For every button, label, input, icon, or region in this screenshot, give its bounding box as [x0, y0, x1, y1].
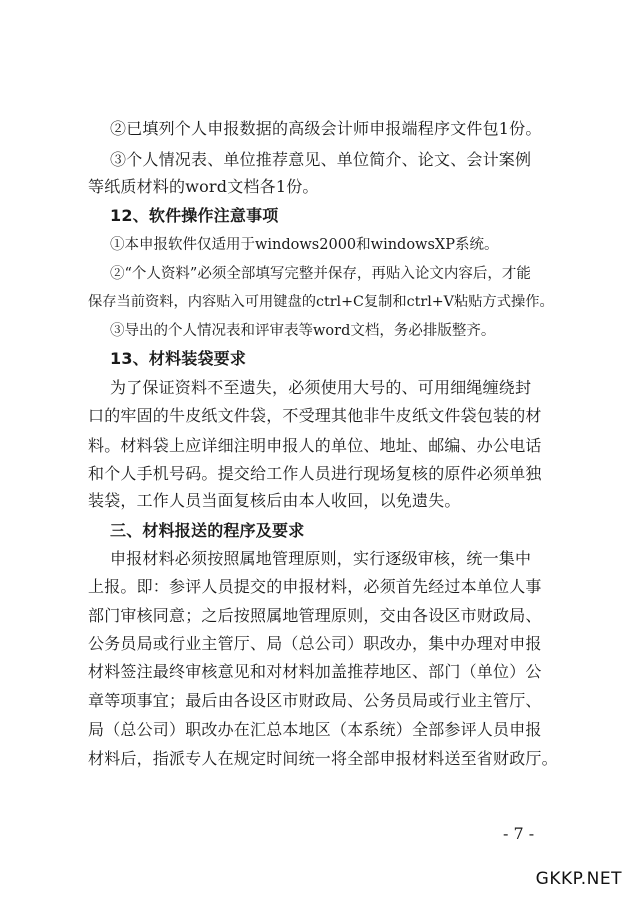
page-number: - 7 - — [503, 824, 535, 843]
watermark-text: GKKP.NET — [535, 869, 622, 889]
text-line-14: 装袋，工作人员当面复核后由本人收回，以免遗失。 — [88, 491, 461, 510]
text-line-2: ③个人情况表、单位推荐意见、单位简介、论文、会计案例 — [110, 150, 532, 169]
text-line-17: 上报。即：参评人员提交的申报材料，必须首先经过本单位人事 — [88, 577, 542, 596]
text-line-23: 材料后，指派专人在规定时间统一将全部申报材料送至省财政厅。 — [88, 749, 558, 768]
text-line-19: 公务员局或行业主管厅、局（总公司）职改办，集中办理对申报 — [88, 634, 542, 653]
text-line-16: 申报材料必须按照属地管理原则，实行逐级审核，统一集中 — [110, 549, 532, 568]
text-line-3: 等纸质材料的word文档各1份。 — [88, 177, 319, 196]
text-line-6: ②“个人资料”必须全部填写完整并保存，再贴入论文内容后，才能 — [110, 266, 531, 282]
text-line-12: 料。材料袋上应详细注明申报人的单位、地址、邮编、办公电话 — [88, 436, 542, 455]
section-heading-3: 三、材料报送的程序及要求 — [110, 521, 305, 540]
text-line-8: ③导出的个人情况表和评审表等word文档，务必排版整齐。 — [110, 323, 496, 339]
text-line-18: 部门审核同意；之后按照属地管理原则，交由各设区市财政局、 — [88, 606, 542, 625]
text-line-5: ①本申报软件仅适用于windows2000和windowsXP系统。 — [110, 237, 499, 253]
section-heading-12: 12、软件操作注意事项 — [110, 206, 279, 225]
section-heading-13: 13、材料装袋要求 — [110, 349, 247, 368]
text-line-7: 保存当前资料，内容贴入可用键盘的ctrl+C复制和ctrl+V粘贴方式操作。 — [88, 294, 554, 310]
text-line-13: 和个人手机号码。提交给工作人员进行现场复核的原件必须单独 — [88, 464, 542, 483]
text-line-1: ②已填列个人申报数据的高级会计师申报端程序文件包1份。 — [110, 119, 542, 138]
text-line-20: 材料签注最终审核意见和对材料加盖推荐地区、部门（单位）公 — [88, 662, 542, 681]
text-line-22: 局（总公司）职改办在汇总本地区（本系统）全部参评人员申报 — [88, 720, 542, 739]
text-line-10: 为了保证资料不至遗失，必须使用大号的、可用细绳缠绕封 — [110, 378, 532, 397]
text-line-11: 口的牢固的牛皮纸文件袋，不受理其他非牛皮纸文件袋包装的材 — [88, 406, 542, 425]
text-line-21: 章等项事宜；最后由各设区市财政局、公务员局或行业主管厅、 — [88, 691, 542, 710]
